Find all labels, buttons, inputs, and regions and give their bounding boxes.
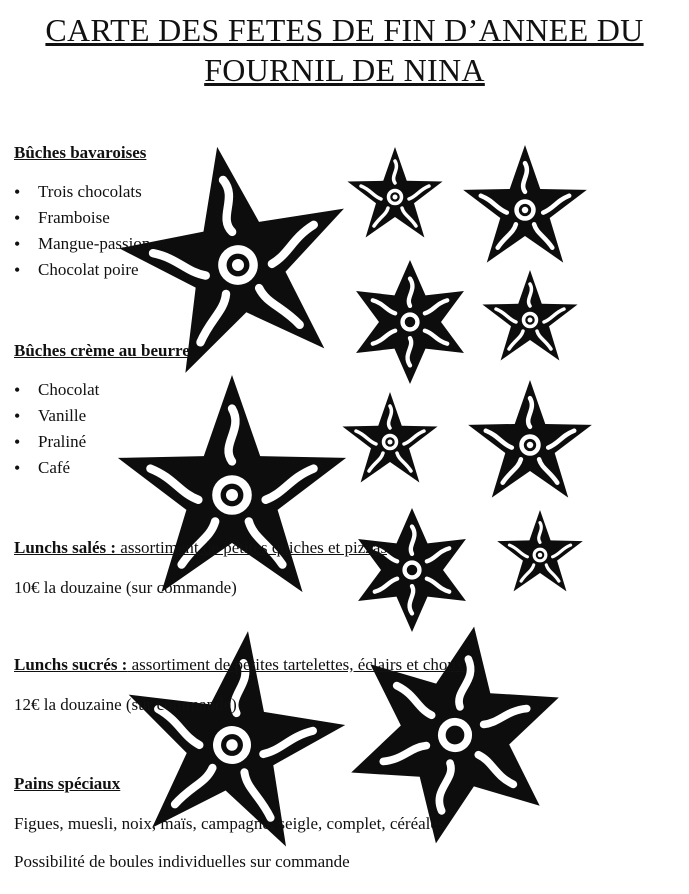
section-heading-pains-speciaux: Pains spéciaux bbox=[14, 774, 121, 793]
list-item: • Framboise bbox=[14, 205, 150, 231]
pains-speciaux-list: Figues, muesli, noix, maïs, campagne, seigle, complet, céréales bbox=[14, 814, 445, 833]
section-heading-lunchs-sales bbox=[14, 538, 387, 558]
lunchs-sucres-label: Lunchs sucrés : bbox=[14, 655, 128, 674]
section-heading-buches-bavaroises: Bûches bavaroises bbox=[14, 143, 147, 162]
page-title-line2: FOURNIL DE NINA bbox=[204, 52, 485, 88]
pains-speciaux-note: Possibilité de boules individuelles sur commande bbox=[14, 852, 350, 871]
list-item: • Chocolat bbox=[14, 377, 99, 403]
lunchs-sales-label: Lunchs salés : bbox=[14, 538, 117, 557]
lunchs-sucres-description: assortiment de petites tartelettes, éclairs et choux bbox=[127, 655, 465, 674]
lunchs-sales-description: assortiment de petites quiches et pizzas bbox=[116, 538, 388, 557]
buches-creme-list bbox=[14, 377, 99, 481]
lunchs-sucres-price: 12€ la douzaine (sur commande) bbox=[14, 695, 237, 714]
buches-bavaroises-list bbox=[14, 179, 150, 283]
list-item: • Trois chocolats bbox=[14, 179, 150, 205]
section-heading-buches-creme: Bûches crème au beurre bbox=[14, 341, 190, 360]
page-title: CARTE DES FETES DE FIN D’ANNEE DU bbox=[45, 12, 644, 48]
list-item: • Praliné bbox=[14, 429, 99, 455]
list-item: • Café bbox=[14, 455, 99, 481]
section-heading-lunchs-sucres bbox=[14, 655, 464, 675]
list-item: • Chocolat poire bbox=[14, 257, 150, 283]
list-item: • Vanille bbox=[14, 403, 99, 429]
list-item: • Mangue-passion bbox=[14, 231, 150, 257]
lunchs-sales-price: 10€ la douzaine (sur commande) bbox=[14, 578, 237, 597]
